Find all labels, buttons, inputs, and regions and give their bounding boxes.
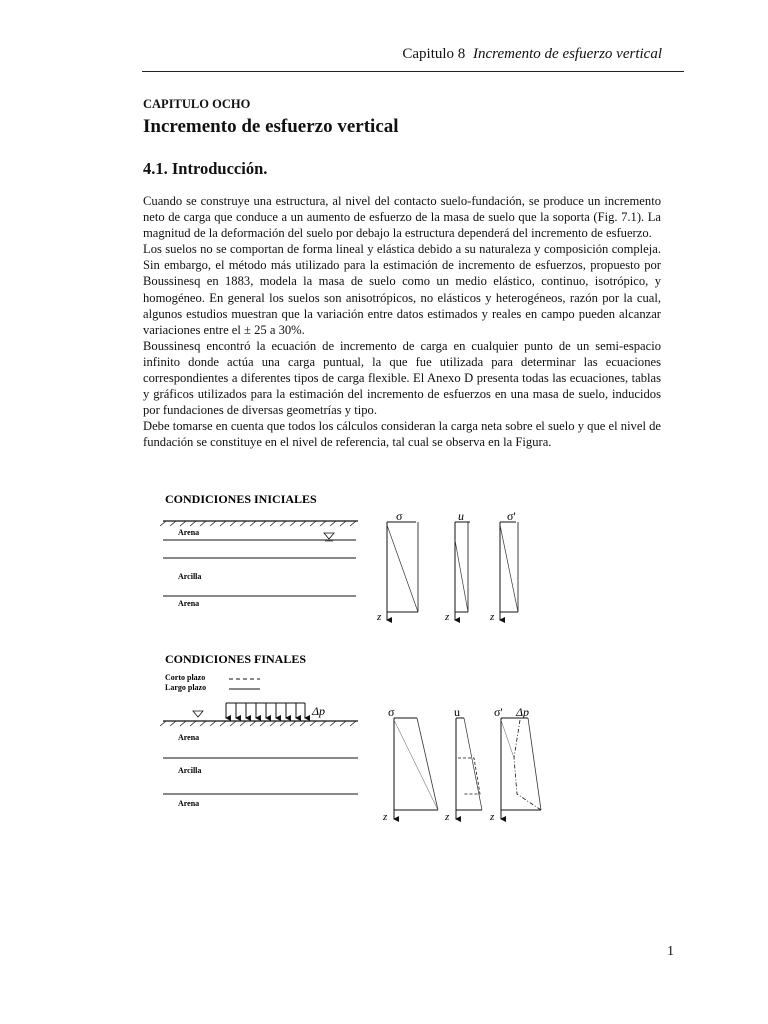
initial-heading: CONDICIONES INICIALES [165,492,317,506]
final-u-z: z [445,811,450,823]
final-sigma-eff-diagram [489,705,541,823]
initial-layer-1: Arena [178,528,200,537]
initial-sigma-eff-z: z [490,611,495,623]
initial-sigma-label: σ [396,509,403,523]
chapter-title: Incremento de esfuerzo vertical [143,116,399,137]
final-layer-3: Arena [178,799,200,808]
final-water-table-icon [193,711,203,717]
chapter-label: CAPITULO OCHO [143,97,251,111]
load-label: Δp [312,704,326,718]
initial-layer-3: Arena [178,599,200,608]
final-load-label: Δp [516,705,530,719]
page-number: 1 [667,944,674,959]
section-title: 4.1. Introducción. [143,159,268,178]
final-legend [165,673,260,692]
initial-u-z: z [445,611,450,623]
final-sigma-z: z [383,811,388,823]
initial-sigma-eff-diagram [489,509,518,623]
initial-soil-profile [160,521,358,608]
header-title: Incremento de esfuerzo vertical [473,46,662,62]
initial-sigma-z: z [377,611,382,623]
final-sigma-eff-z: z [490,811,495,823]
final-layer-1: Arena [178,733,200,742]
load-arrows [226,703,325,718]
final-u-diagram [444,705,482,823]
final-sigma-diagram [382,705,438,823]
legend-long-term: Largo plazo [165,683,207,692]
water-table-icon [324,533,334,539]
initial-sigma-eff-label: σ' [507,509,516,523]
initial-u-diagram [444,509,470,623]
initial-sigma-diagram [376,509,418,623]
final-u-label: u [454,705,460,719]
legend-short-term: Corto plazo [165,673,206,682]
final-soil-profile [160,711,358,808]
paragraph-3: Boussinesq encontró la ecuación de incremento de carga en cualquier punto de un semi-espacio infinito donde actúa una carga puntual, la que fue utilizada para determinar las ecuaciones correspondientes a diferentes tipos de carga flexible. El Anexo D presenta todas las ecuaciones, tablas y gráficos utilizados para la estimación del incremento de esfuerzos en una masa de suelo, inducidos por fundaciones de diversas geometrías y tipo. [143,338,661,418]
initial-u-label: u [458,509,464,523]
paragraph-4: Debe tomarse en cuenta que todos los cálculos consideran la carga neta sobre el suelo y que el nivel de fundación se constituye en el nivel de referencia, tal cual se observa en la Figura. [143,419,661,450]
paragraph-1: Cuando se construye una estructura, al nivel del contacto suelo-fundación, se produce un incremento neto de carga que conduce a un aumento de esfuerzo de la masa de suelo que la soporta (Fig. 7.1). La magnitud de la deformación del suelo por debajo la estructura dependerá del incremento de esfuerzo. [143,194,661,241]
final-sigma-eff-label: σ' [494,705,503,719]
final-heading: CONDICIONES FINALES [165,652,307,666]
header-chapter: Capitulo 8 [402,46,466,62]
final-layer-2: Arcilla [178,766,202,775]
final-sigma-label: σ [388,705,395,719]
initial-layer-2: Arcilla [178,572,202,581]
paragraph-2: Los suelos no se comportan de forma lineal y elástica debido a su naturaleza y composición compleja. Sin embargo, el método más utilizado para la estimación de incremento de esfuerzos, propuesto por Boussinesq en 1883, modela la masa de suelo como un medio elástico, continuo, isotrópico, y homogéneo. En general los suelos son anisotrópicos, no elásticos y heterogéneos, razón por la cual, algunos estudios muestran que la variación entre datos estimados y reales en campo pueden alcanzar variaciones entre el ± 25 a 30%. [143,242,661,337]
